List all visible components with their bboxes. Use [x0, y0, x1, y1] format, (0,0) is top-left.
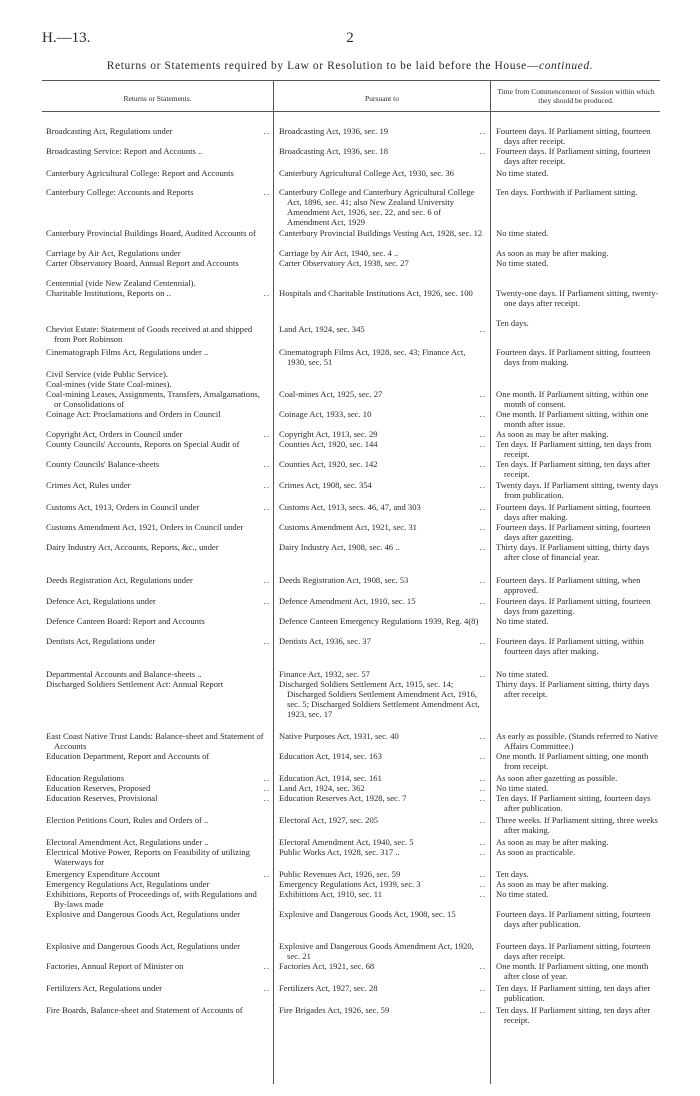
pursuant-cell: [279, 890, 484, 900]
pursuant-cell-text: Discharged Soldiers Settlement Act, 1915, sec. 14; Discharged Soldiers Settlement Amendment Act, 1916, sec. 5; Discharged Soldiers Settlement Amendment Act, 1923, sec. 17: [279, 679, 480, 719]
returns-cell: [46, 910, 268, 920]
pursuant-cell: [279, 617, 484, 627]
page-number: 2: [346, 30, 354, 46]
leader-dots: ..: [479, 847, 486, 857]
pursuant-cell-text: Hospitals and Charitable Institutions Act, 1926, sec. 100: [279, 288, 473, 298]
returns-cell-text: Defence Act, Regulations under: [46, 596, 156, 606]
pursuant-cell-text: Coinage Act, 1933, sec. 10: [279, 409, 372, 419]
returns-cell: [46, 188, 268, 198]
leader-dots: ..: [479, 636, 486, 646]
returns-cell-text: Carter Observatory Board, Annual Report and Accounts: [46, 258, 239, 268]
time-cell-text: Fourteen days. If Parliament sitting, fourteen days after receipt.: [496, 126, 651, 146]
returns-cell-text: Centennial (vide New Zealand Centennial).: [46, 278, 196, 288]
pursuant-cell: [279, 816, 484, 826]
pursuant-cell-text: Counties Act, 1920, sec. 144: [279, 439, 378, 449]
pursuant-cell-text: Public Works Act, 1928, sec. 317 ..: [279, 847, 400, 857]
column-divider-2: [490, 80, 491, 1084]
pursuant-cell: [279, 410, 484, 420]
pursuant-cell-text: Customs Act, 1913, secs. 46, 47, and 303: [279, 502, 421, 512]
time-cell-text: No time stated.: [496, 258, 549, 268]
returns-cell-text: Education Regulations: [46, 773, 125, 783]
time-cell-text: Fourteen days. If Parliament sitting, within fourteen days after making.: [496, 636, 644, 656]
leader-dots: ..: [263, 783, 270, 793]
time-cell-text: Fourteen days. If Parliament sitting, fourteen days after receipt.: [496, 941, 651, 961]
leader-dots: ..: [263, 983, 270, 993]
pursuant-cell: [279, 503, 484, 513]
returns-cell-text: Departmental Accounts and Balance-sheets ..: [46, 669, 202, 679]
time-cell: [496, 848, 660, 858]
leader-dots: ..: [263, 288, 270, 298]
pursuant-cell: [279, 481, 484, 491]
time-cell-text: As early as possible. (Stands referred to Native Affairs Committee.): [496, 731, 658, 751]
pursuant-cell: [279, 848, 484, 858]
time-cell-text: Fourteen days. If Parliament sitting, fourteen days after publication.: [496, 909, 651, 929]
returns-cell: [46, 325, 268, 345]
time-cell-text: Fourteen days. If Parliament sitting, fourteen days from making.: [496, 347, 651, 367]
time-cell: [496, 617, 660, 627]
time-cell: [496, 942, 660, 962]
title-text: Returns or Statements required by Law or Resolution to be laid before the House—: [106, 60, 539, 72]
returns-cell-text: Civil Service (vide Public Service).: [46, 369, 168, 379]
returns-cell: [46, 543, 268, 553]
returns-cell: [46, 576, 268, 586]
pursuant-cell: [279, 732, 484, 742]
leader-dots: ..: [479, 751, 486, 761]
time-cell: [496, 752, 660, 772]
returns-cell-text: Broadcasting Act, Regulations under: [46, 126, 173, 136]
pursuant-cell-text: Dairy Industry Act, 1908, sec. 46 ..: [279, 542, 400, 552]
time-cell: [496, 680, 660, 700]
time-cell-text: No time stated.: [496, 783, 549, 793]
document-reference: H.—13.: [42, 30, 91, 46]
time-cell-text: No time stated.: [496, 889, 549, 899]
returns-cell-text: Emergency Expenditure Account: [46, 869, 160, 879]
time-cell: [496, 523, 660, 543]
returns-cell: [46, 984, 268, 994]
returns-cell-text: Cinematograph Films Act, Regulations under ..: [46, 347, 209, 357]
time-cell: [496, 503, 660, 523]
time-cell-text: As soon as practicable.: [496, 847, 576, 857]
leader-dots: ..: [263, 480, 270, 490]
returns-cell: [46, 680, 268, 690]
pursuant-cell-text: Finance Act, 1932, sec. 57: [279, 669, 370, 679]
pursuant-cell: [279, 962, 484, 972]
leader-dots: ..: [479, 773, 486, 783]
pursuant-cell: [279, 576, 484, 586]
returns-cell-text: Canterbury Agricultural College: Report and Accounts: [46, 168, 234, 178]
returns-cell-text: Broadcasting Service: Report and Accounts ..: [46, 146, 203, 156]
time-cell: [496, 597, 660, 617]
returns-cell: [46, 752, 268, 762]
time-cell-text: No time stated.: [496, 228, 549, 238]
column-header-returns: Returns or Statements.: [123, 94, 192, 103]
column-header-pursuant: Pursuant to: [365, 94, 399, 103]
returns-cell: [46, 1006, 268, 1016]
leader-dots: ..: [479, 459, 486, 469]
pursuant-cell-text: Counties Act, 1920, sec. 142: [279, 459, 378, 469]
time-cell-text: One month. If Parliament sitting, one month from receipt.: [496, 751, 649, 771]
returns-cell-text: Emergency Regulations Act, Regulations under: [46, 879, 210, 889]
time-cell: [496, 410, 660, 430]
returns-cell-text: Customs Amendment Act, 1921, Orders in Council under: [46, 522, 244, 532]
time-cell: [496, 440, 660, 460]
returns-cell: [46, 962, 268, 972]
pursuant-cell: [279, 543, 484, 553]
leader-dots: ..: [263, 596, 270, 606]
pursuant-cell-text: Fire Brigades Act, 1926, sec. 59: [279, 1005, 390, 1015]
pursuant-cell-text: Defence Canteen Emergency Regulations 1939, Reg. 4(8): [279, 616, 479, 626]
returns-cell: [46, 816, 268, 826]
returns-cell: [46, 390, 268, 410]
time-cell: [496, 390, 660, 410]
leader-dots: ..: [479, 575, 486, 585]
pursuant-cell: [279, 637, 484, 647]
leader-dots: ..: [479, 542, 486, 552]
leader-dots: ..: [479, 389, 486, 399]
time-cell: [496, 576, 660, 596]
returns-cell-text: Discharged Soldiers Settlement Act: Annual Report: [46, 679, 224, 689]
returns-cell-text: County Councils' Balance-sheets: [46, 459, 160, 469]
returns-cell-text: Coal-mines (vide State Coal-mines).: [46, 379, 172, 389]
leader-dots: ..: [479, 961, 486, 971]
pursuant-cell: [279, 147, 484, 157]
time-cell: [496, 637, 660, 657]
returns-cell-text: Education Reserves, Provisional: [46, 793, 158, 803]
pursuant-cell-text: Electoral Amendment Act, 1940, sec. 5: [279, 837, 414, 847]
pursuant-cell-text: Canterbury Agricultural College Act, 1930, sec. 36: [279, 168, 454, 178]
returns-cell-text: Factories, Annual Report of Minister on: [46, 961, 184, 971]
leader-dots: ..: [479, 429, 486, 439]
leader-dots: ..: [479, 815, 486, 825]
time-cell: [496, 147, 660, 167]
leader-dots: ..: [479, 1005, 486, 1015]
time-cell-text: One month. If Parliament sitting, one month after close of year.: [496, 961, 649, 981]
time-cell-text: Three weeks. If Parliament sitting, three weeks after making.: [496, 815, 658, 835]
time-cell: [496, 127, 660, 147]
returns-cell: [46, 410, 268, 420]
pursuant-cell-text: Broadcasting Act, 1936, sec. 18: [279, 146, 389, 156]
time-cell: [496, 732, 660, 752]
returns-cell: [46, 942, 268, 952]
column-divider-1: [273, 80, 274, 1084]
returns-cell-text: Electrical Motive Power, Reports on Feasibility of utilizing Waterways for: [46, 847, 250, 867]
leader-dots: ..: [479, 409, 486, 419]
pursuant-cell: [279, 390, 484, 400]
time-cell: [496, 481, 660, 501]
returns-cell: [46, 637, 268, 647]
returns-cell-text: Canterbury Provincial Buildings Board, Audited Accounts of: [46, 228, 256, 238]
pursuant-cell-text: Education Act, 1914, sec. 161: [279, 773, 382, 783]
time-cell-text: As soon as may be after making.: [496, 248, 609, 258]
pursuant-cell: [279, 188, 484, 228]
pursuant-cell-text: Factories Act, 1921, sec. 68: [279, 961, 375, 971]
returns-cell: [46, 259, 268, 269]
leader-dots: ..: [263, 636, 270, 646]
returns-cell: [46, 440, 268, 450]
leader-dots: ..: [479, 783, 486, 793]
leader-dots: ..: [263, 502, 270, 512]
leader-dots: ..: [479, 126, 486, 136]
pursuant-cell-text: Explosive and Dangerous Goods Act, 1908, sec. 15: [279, 909, 456, 919]
time-cell-text: Thirty days. If Parliament sitting, thirty days after receipt.: [496, 679, 650, 699]
pursuant-cell-text: Dentists Act, 1936, sec. 37: [279, 636, 371, 646]
time-cell-text: As soon as may be after making.: [496, 429, 609, 439]
returns-cell-text: Explosive and Dangerous Goods Act, Regulations under: [46, 909, 241, 919]
time-cell-text: Fourteen days. If Parliament sitting, fourteen days from gazetting.: [496, 596, 651, 616]
pursuant-cell: [279, 325, 484, 335]
pursuant-cell-text: Education Act, 1914, sec. 163: [279, 751, 382, 761]
pursuant-cell-text: Explosive and Dangerous Goods Amendment Act, 1920, sec. 21: [279, 941, 474, 961]
time-cell: [496, 962, 660, 982]
returns-cell: [46, 503, 268, 513]
time-cell: [496, 1006, 660, 1026]
pursuant-cell: [279, 348, 484, 368]
leader-dots: ..: [263, 961, 270, 971]
leader-dots: ..: [479, 889, 486, 899]
returns-cell: [46, 523, 268, 533]
time-cell-text: Twenty days. If Parliament sitting, twenty days from publication.: [496, 480, 659, 500]
time-cell: [496, 188, 660, 198]
returns-cell: [46, 597, 268, 607]
returns-cell-text: Charitable Institutions, Reports on ..: [46, 288, 171, 298]
returns-cell: [46, 617, 268, 627]
returns-cell-text: Election Petitions Court, Rules and Orders of ..: [46, 815, 209, 825]
time-cell-text: Ten days. If Parliament sitting, ten days after receipt.: [496, 459, 651, 479]
time-cell-text: Fourteen days. If Parliament sitting, fourteen days after receipt.: [496, 146, 651, 166]
page-title: [0, 60, 700, 72]
returns-cell: [46, 481, 268, 491]
pursuant-cell: [279, 460, 484, 470]
title-suffix: continued.: [538, 60, 594, 72]
pursuant-cell: [279, 597, 484, 607]
time-cell: [496, 984, 660, 1004]
time-cell-text: Ten days. If Parliament sitting, ten days from receipt.: [496, 439, 652, 459]
pursuant-cell-text: Copyright Act, 1913, sec. 29: [279, 429, 378, 439]
time-cell-text: Fourteen days. If Parliament sitting, fourteen days after gazetting.: [496, 522, 651, 542]
time-cell-text: No time stated.: [496, 616, 549, 626]
pursuant-cell-text: Canterbury College and Canterbury Agricultural College Act, 1896, sec. 41; also New Zealand University Amendment Act, 1926, sec. 22, and sec. 6 of Amendment Act, 1929: [279, 187, 475, 227]
returns-cell: [46, 460, 268, 470]
time-cell-text: Ten days. If Parliament sitting, ten days after receipt.: [496, 1005, 651, 1025]
pursuant-cell: [279, 942, 484, 962]
time-cell: [496, 794, 660, 814]
pursuant-cell-text: Education Reserves Act, 1928, sec. 7: [279, 793, 407, 803]
time-cell-text: Ten days. If Parliament sitting, fourteen days after publication.: [496, 793, 651, 813]
pursuant-cell-text: Native Purposes Act, 1931, sec. 40: [279, 731, 399, 741]
returns-cell: [46, 289, 268, 299]
time-cell-text: No time stated.: [496, 669, 549, 679]
time-cell-text: Ten days. Forthwith if Parliament sitting.: [496, 187, 638, 197]
time-cell: [496, 460, 660, 480]
returns-cell: [46, 732, 268, 752]
leader-dots: ..: [263, 793, 270, 803]
time-cell: [496, 543, 660, 563]
returns-cell-text: Education Reserves, Proposed: [46, 783, 151, 793]
leader-dots: ..: [263, 459, 270, 469]
pursuant-cell: [279, 910, 484, 920]
returns-cell-text: Deeds Registration Act, Regulations under: [46, 575, 193, 585]
returns-cell-text: Electoral Amendment Act, Regulations under ..: [46, 837, 209, 847]
pursuant-cell: [279, 289, 484, 299]
time-cell: [496, 816, 660, 836]
time-cell: [496, 910, 660, 930]
time-cell: [496, 259, 660, 269]
time-cell-text: No time stated.: [496, 168, 549, 178]
time-cell: [496, 169, 660, 179]
top-rule: [42, 80, 660, 81]
pursuant-cell-text: Exhibitions Act, 1910, sec. 11: [279, 889, 383, 899]
leader-dots: ..: [479, 146, 486, 156]
leader-dots: ..: [263, 126, 270, 136]
leader-dots: ..: [263, 869, 270, 879]
time-cell: [496, 229, 660, 239]
pursuant-cell-text: Canterbury Provincial Buildings Vesting Act, 1928, sec. 12: [279, 228, 483, 238]
leader-dots: ..: [479, 837, 486, 847]
leader-dots: ..: [479, 983, 486, 993]
pursuant-cell: [279, 752, 484, 762]
returns-cell: [46, 147, 268, 157]
returns-cell-text: County Councils' Accounts, Reports on Special Audit of: [46, 439, 240, 449]
pursuant-cell-text: Coal-mines Act, 1925, sec. 27: [279, 389, 383, 399]
pursuant-cell-text: Defence Amendment Act, 1910, sec. 15: [279, 596, 416, 606]
time-cell-text: Twenty-one days. If Parliament sitting, twenty-one days after receipt.: [496, 288, 659, 308]
returns-cell: [46, 127, 268, 137]
pursuant-cell-text: Cinematograph Films Act, 1928, sec. 43; Finance Act, 1930, sec. 51: [279, 347, 466, 367]
pursuant-cell: [279, 680, 484, 720]
time-cell-text: Thirty days. If Parliament sitting, thirty days after close of financial year.: [496, 542, 650, 562]
time-cell-text: As soon as may be after making.: [496, 837, 609, 847]
returns-cell-text: Coinage Act: Proclamations and Orders in Council: [46, 409, 221, 419]
returns-cell-text: Crimes Act, Rules under: [46, 480, 131, 490]
time-cell-text: Fourteen days. If Parliament sitting, when approved.: [496, 575, 641, 595]
returns-cell-text: Copyright Act, Orders in Council under: [46, 429, 183, 439]
pursuant-cell-text: Fertilizers Act, 1927, sec. 28: [279, 983, 378, 993]
returns-cell-text: Coal-mining Leases, Assignments, Transfers, Amalgamations, or Consolidations of: [46, 389, 260, 409]
leader-dots: ..: [479, 324, 486, 334]
returns-cell-text: Dairy Industry Act, Accounts, Reports, &c., under: [46, 542, 219, 552]
time-cell: [496, 289, 660, 309]
column-header-time: Time from Commencement of Session within which they should be produced.: [497, 87, 655, 105]
pursuant-cell-text: Broadcasting Act, 1936, sec. 19: [279, 126, 389, 136]
pursuant-cell-text: Crimes Act, 1908, sec. 354: [279, 480, 372, 490]
leader-dots: ..: [479, 869, 486, 879]
time-cell-text: Ten days.: [496, 318, 529, 328]
leader-dots: ..: [479, 502, 486, 512]
pursuant-cell: [279, 229, 484, 239]
leader-dots: ..: [479, 669, 486, 679]
leader-dots: ..: [479, 596, 486, 606]
returns-cell-text: Customs Act, 1913, Orders in Council under: [46, 502, 200, 512]
returns-cell-text: Fertilizers Act, Regulations under: [46, 983, 162, 993]
pursuant-cell: [279, 984, 484, 994]
pursuant-cell-text: Deeds Registration Act, 1908, sec. 53: [279, 575, 409, 585]
returns-cell: [46, 229, 268, 239]
time-cell: [496, 319, 660, 329]
time-cell-text: Ten days. If Parliament sitting, ten days after publication.: [496, 983, 651, 1003]
time-cell-text: Ten days.: [496, 869, 529, 879]
time-cell-text: One month. If Parliament sitting, within one month after issue.: [496, 409, 649, 429]
pursuant-cell-text: Electoral Act, 1927, sec. 205: [279, 815, 379, 825]
returns-cell-text: Explosive and Dangerous Goods Act, Regulations under: [46, 941, 241, 951]
returns-cell-text: Canterbury College: Accounts and Reports: [46, 187, 194, 197]
returns-cell-text: Fire Boards, Balance-sheet and Statement of Accounts of: [46, 1005, 243, 1015]
leader-dots: ..: [479, 480, 486, 490]
returns-cell: [46, 169, 268, 179]
leader-dots: ..: [263, 575, 270, 585]
pursuant-cell-text: Land Act, 1924, sec. 345: [279, 324, 365, 334]
returns-cell-text: Exhibitions, Reports of Proceedings of, with Regulations and By-laws made: [46, 889, 257, 909]
leader-dots: ..: [479, 439, 486, 449]
leader-dots: ..: [479, 793, 486, 803]
pursuant-cell: [279, 794, 484, 804]
pursuant-cell: [279, 523, 484, 533]
returns-cell: [46, 890, 268, 910]
header-rule: [42, 111, 660, 112]
time-cell: [496, 348, 660, 368]
pursuant-cell: [279, 259, 484, 269]
returns-cell-text: Dentists Act, Regulations under: [46, 636, 156, 646]
returns-cell-text: East Coast Native Trust Lands: Balance-sheet and Statement of Accounts: [46, 731, 264, 751]
returns-cell-text: Education Department, Report and Accounts of: [46, 751, 210, 761]
leader-dots: ..: [479, 879, 486, 889]
pursuant-cell: [279, 169, 484, 179]
pursuant-cell-text: Land Act, 1924, sec. 362: [279, 783, 365, 793]
pursuant-cell: [279, 1006, 484, 1016]
returns-cell-text: Carriage by Air Act, Regulations under: [46, 248, 181, 258]
time-cell-text: As soon as may be after making.: [496, 879, 609, 889]
time-cell-text: Fourteen days. If Parliament sitting, fourteen days after making.: [496, 502, 651, 522]
pursuant-cell: [279, 440, 484, 450]
pursuant-cell-text: Carter Observatory Act, 1938, sec. 27: [279, 258, 409, 268]
pursuant-cell-text: Emergency Regulations Act, 1939, sec. 3: [279, 879, 421, 889]
leader-dots: ..: [263, 187, 270, 197]
returns-cell: [46, 848, 268, 868]
pursuant-cell-text: Customs Amendment Act, 1921, sec. 31: [279, 522, 417, 532]
pursuant-cell: [279, 127, 484, 137]
returns-cell: [46, 794, 268, 804]
pursuant-cell-text: Public Revenues Act, 1926, sec. 59: [279, 869, 401, 879]
leader-dots: ..: [479, 731, 486, 741]
leader-dots: ..: [263, 773, 270, 783]
time-cell: [496, 890, 660, 900]
leader-dots: ..: [263, 429, 270, 439]
returns-cell: [46, 348, 268, 358]
leader-dots: ..: [479, 522, 486, 532]
time-cell-text: One month. If Parliament sitting, within one month of consent.: [496, 389, 649, 409]
pursuant-cell-text: Carriage by Air Act, 1940, sec. 4 ..: [279, 248, 399, 258]
returns-cell-text: Cheviot Estate: Statement of Goods received at and shipped from Port Robinson: [46, 324, 253, 344]
returns-cell-text: Defence Canteen Board: Report and Accounts: [46, 616, 205, 626]
time-cell-text: As soon after gazetting as possible.: [496, 773, 618, 783]
